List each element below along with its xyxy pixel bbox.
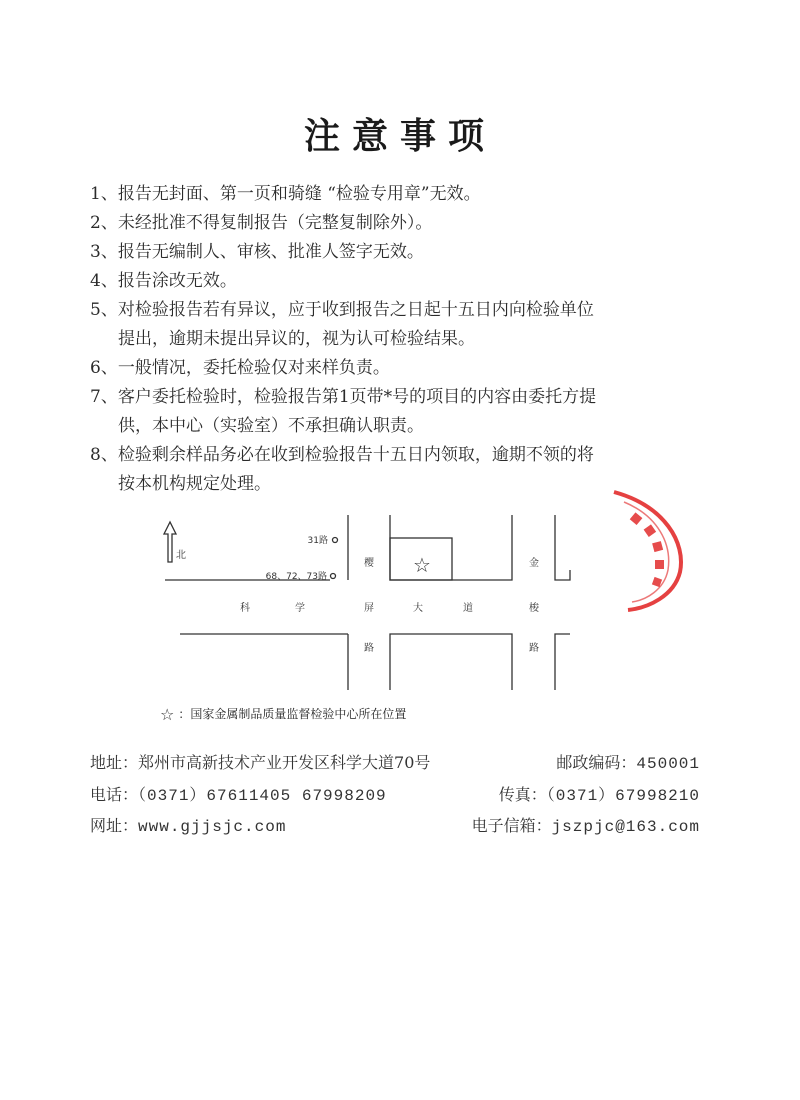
north-arrow-icon: [164, 522, 176, 562]
notice-list: [90, 180, 650, 499]
email: [472, 813, 700, 836]
postcode-value: 450001: [636, 755, 700, 773]
page-title: 注意事项: [303, 115, 496, 157]
notice-line: 8、检验剩余样品务必在收到检验报告十五日内领取，逾期不领的将: [90, 445, 594, 465]
website-label: 网址：: [90, 816, 139, 835]
bus-stop-icon: [331, 574, 336, 579]
fax: [499, 782, 700, 805]
notice-item: [90, 354, 650, 383]
notice-line: 7、客户委托检验时，检验报告第1页带*号的项目的内容由委托方提: [90, 387, 597, 407]
road-edge: [555, 515, 570, 580]
bus-stop-icon: [333, 538, 338, 543]
road-label: 道: [463, 603, 473, 614]
postcode-label: 邮政编码：: [556, 753, 637, 772]
notice-line: 1、报告无封面、第一页和骑缝 “检验专用章”无效。: [90, 184, 481, 204]
notice-line: 4、报告涂改无效。: [90, 271, 237, 291]
notice-line: 5、对检验报告若有异议，应于收到报告之日起十五日内向检验单位: [90, 300, 594, 320]
address-value: 郑州市高新技术产业开发区科学大道70号: [138, 753, 431, 772]
phone-row: [90, 782, 700, 805]
postcode: [556, 750, 700, 773]
notice-line: 6、一般情况，委托检验仅对来样负责。: [90, 358, 390, 378]
notice-line: 3、报告无编制人、审核、批准人签字无效。: [90, 242, 424, 262]
road-edge: [390, 515, 512, 580]
email-link[interactable]: jszpjc@163.com: [551, 818, 700, 836]
notice-line: 按本机构规定处理。: [118, 474, 271, 494]
notice-item: [90, 180, 650, 209]
road-label: 路: [529, 643, 539, 654]
location-map: [160, 510, 580, 690]
road-label: 梭: [529, 603, 539, 614]
notice-item: [90, 209, 650, 238]
web-row: [90, 813, 700, 836]
fax-label: 传真：: [498, 785, 547, 804]
notice-item: [90, 296, 650, 354]
north-label: 北: [176, 550, 186, 561]
bus-31-label: 31路: [307, 536, 328, 546]
road-edge: [555, 634, 570, 690]
notice-item: [90, 267, 650, 296]
notice-line: 提出，逾期未提出异议的，视为认可检验结果。: [118, 329, 475, 349]
road-label: 科: [240, 603, 250, 614]
road-label: 大: [413, 603, 423, 614]
map-legend: [160, 705, 406, 724]
road-label: 樱: [364, 558, 374, 569]
road-label: 金: [529, 558, 539, 569]
seal-stamp-icon: [610, 488, 690, 613]
road-label: 路: [364, 643, 374, 654]
notice-item: [90, 441, 650, 499]
bus-68-label: 68、72、73路: [265, 572, 327, 582]
road-edge: [390, 634, 512, 690]
website-link[interactable]: www.gjjsjc.com: [138, 818, 287, 836]
notice-line: 2、未经批准不得复制报告（完整复制除外）。: [90, 213, 433, 233]
notice-item: [90, 383, 650, 441]
address-row: [90, 750, 700, 773]
road-label: 屏: [364, 603, 374, 614]
legend-text: ：国家金属制品质量监督检验中心所在位置: [178, 707, 407, 721]
email-label: 电子信箱：: [471, 816, 552, 835]
address-label: 地址：: [90, 753, 139, 772]
road-label: 学: [295, 603, 305, 614]
fax-value: （0371）67998210: [546, 787, 700, 805]
star-icon: ☆: [413, 553, 431, 577]
star-icon: ☆: [160, 705, 175, 724]
notice-item: [90, 238, 650, 267]
phone-value: （0371）67611405 67998209: [138, 787, 387, 805]
notice-line: 供，本中心（实验室）不承担确认职责。: [118, 416, 424, 436]
phone-label: 电话：: [90, 785, 139, 804]
